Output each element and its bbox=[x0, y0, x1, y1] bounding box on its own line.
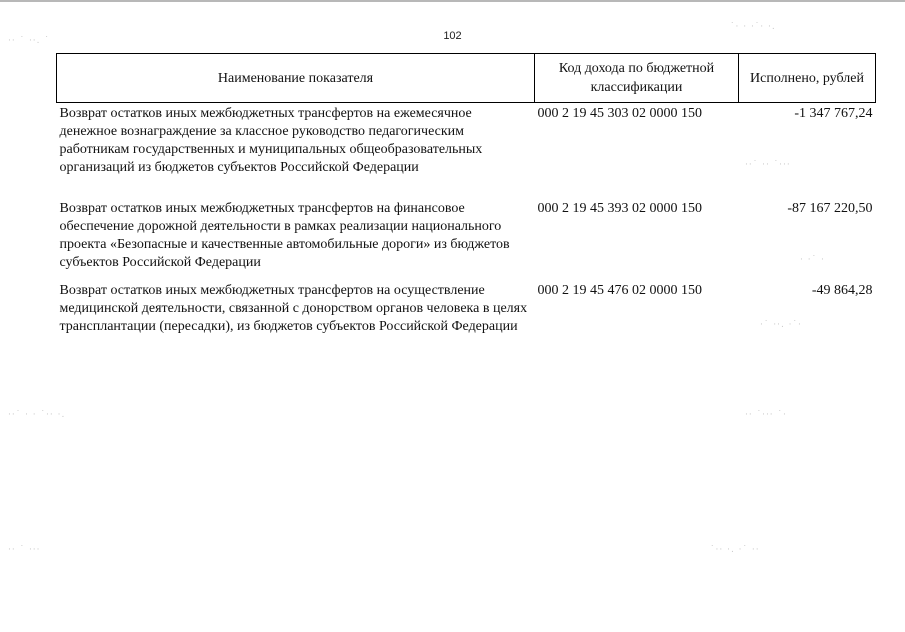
row-indicator-name: Возврат остатков иных межбюджетных трансфертов на осуществление медицинской деятельности, связанной с донорством органов человека в целях трансплантации (пересадки), из бюджетов субъектов Российской Федерации bbox=[59, 283, 528, 334]
revenue-table bbox=[56, 53, 876, 362]
scan-noise: ˙·‧ ·. ‧˙ ·‧ bbox=[710, 545, 760, 555]
row-indicator-name: Возврат остатков иных межбюджетных трансфертов на ежемесячное денежное вознаграждение за классное руководство педагогическим работникам государственных и муниципальных общеобразовательных организаций из бюджетов субъектов Российской Федерации bbox=[59, 106, 483, 175]
row-revenue-code: 000 2 19 45 303 02 0000 150 bbox=[537, 106, 702, 121]
row-executed-amount: -1 347 767,24 bbox=[794, 106, 873, 121]
table-row bbox=[57, 282, 876, 362]
scan-noise: ·‧˙ ·‧ ˙··‧ bbox=[745, 160, 791, 170]
scan-noise: ·‧ ˙·‧· ˙‧ bbox=[745, 410, 787, 420]
table-row bbox=[57, 103, 876, 201]
table-header-row bbox=[57, 54, 876, 103]
table-row bbox=[57, 200, 876, 282]
header-executed-amount: Исполнено, рублей bbox=[739, 54, 876, 103]
scan-noise: ·‧ ˙ ·‧· bbox=[8, 545, 41, 555]
row-executed-amount: -87 167 220,50 bbox=[787, 201, 873, 216]
header-indicator-name: Наименование показателя bbox=[57, 54, 535, 103]
top-edge-rule bbox=[0, 0, 905, 2]
scan-noise: ·‧ ˙ ‧·. ˙ bbox=[8, 36, 50, 46]
page-number: 102 bbox=[443, 30, 462, 42]
row-revenue-code: 000 2 19 45 393 02 0000 150 bbox=[537, 201, 702, 216]
row-revenue-code: 000 2 19 45 476 02 0000 150 bbox=[537, 283, 702, 298]
scan-noise: ˙· ‧ ·˙‧ ·. bbox=[730, 22, 776, 32]
scan-noise: ·˙ ‧·. ‧˙· bbox=[760, 320, 802, 330]
header-revenue-code: Код дохода по бюджетной классификации bbox=[535, 54, 739, 103]
row-indicator-name: Возврат остатков иных межбюджетных трансфертов на финансовое обеспечение дорожной деятельности в рамках реализации национального проекта «Безопасные и качественные автомобильные дороги» из бюджетов субъектов Российской Федерации bbox=[59, 201, 510, 270]
scan-noise: ‧ ·˙ · bbox=[800, 255, 825, 265]
scan-noise: ‧·˙ · ‧ ˙·‧ ·. bbox=[8, 410, 66, 420]
row-executed-amount: -49 864,28 bbox=[811, 283, 873, 298]
